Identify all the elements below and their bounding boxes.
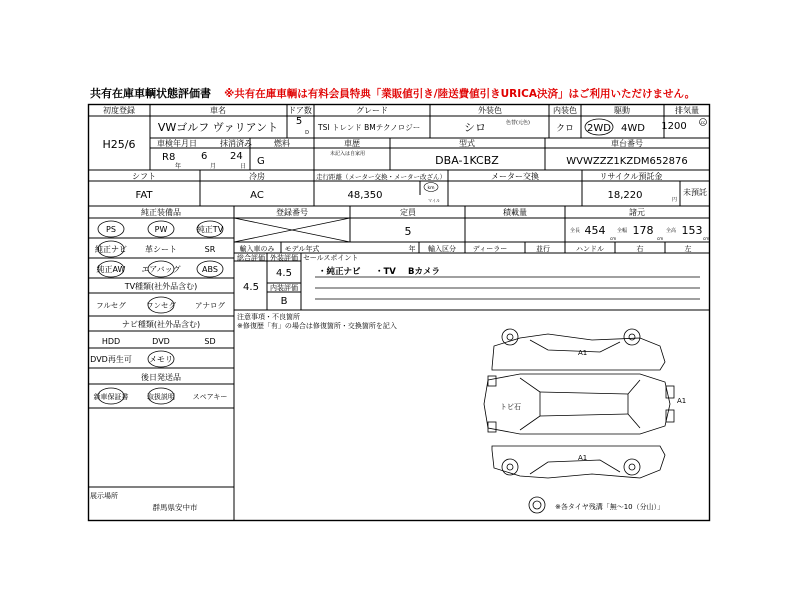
doc-spare-key: スペアキー — [192, 393, 228, 401]
navi-sd: SD — [204, 337, 216, 346]
sales-points — [318, 266, 440, 277]
equip-airbag: エアバッグ — [141, 265, 181, 274]
drive-2wd: 2WD — [587, 123, 611, 134]
height-unit: cm — [703, 236, 710, 241]
height-label: 全高 — [666, 228, 677, 234]
fuel-value: G — [257, 156, 265, 167]
ext-color-label: 外装色 — [478, 106, 502, 115]
parallel-label: 並行 — [536, 245, 550, 253]
interior-value: B — [280, 296, 288, 307]
inspection-label: 車検年月日 — [157, 139, 197, 148]
navi-dvd-play: DVD再生可 — [90, 355, 132, 364]
equip-ps: PS — [106, 225, 116, 234]
dealer-label: ディーラー — [472, 245, 508, 253]
recycle-label: リサイクル預託金 — [599, 172, 663, 181]
form-title: 共有在庫車輌状態評価書 — [90, 87, 211, 100]
equipment-items — [95, 224, 224, 274]
inspection-month: 6 — [201, 151, 208, 162]
recycle-unit: 円 — [672, 197, 678, 203]
sales-point-camera: Bカメラ — [408, 267, 440, 277]
display-value: 群馬県安中市 — [152, 503, 198, 512]
width-unit: cm — [657, 236, 664, 241]
displacement-unit: cc — [700, 120, 706, 125]
overall-label: 総合評価 — [237, 254, 265, 262]
recycle-value: 18,220 — [607, 190, 643, 201]
damage-marks — [500, 349, 686, 462]
type-label: 型式 — [459, 139, 475, 148]
interior-label: 内装評価 — [270, 284, 298, 292]
capacity-label: 定員 — [400, 208, 416, 217]
equip-tv: 純正TV — [196, 225, 224, 234]
ext-color-value: シロ — [464, 121, 486, 134]
import-only-label: 輸入車のみ — [239, 245, 275, 253]
import-type-label: 輸入区分 — [428, 245, 456, 253]
grade-value: TSI トレンド BMテクノロジー — [318, 123, 421, 132]
exterior-label: 外装評価 — [270, 254, 298, 262]
doors-unit: D — [305, 130, 309, 136]
width-value: 178 — [632, 224, 654, 237]
equip-abs: ABS — [202, 265, 218, 274]
mileage-value: 48,350 — [347, 190, 383, 201]
doors-value: 5 — [295, 116, 303, 127]
first-reg-value: H25/6 — [102, 138, 136, 151]
drive-label: 駆動 — [614, 106, 630, 115]
row1-labels — [103, 105, 699, 115]
car-name-value: VWゴルフ ヴァリアント — [157, 121, 279, 134]
tv-oneseg: ワンセグ — [146, 301, 176, 310]
length-label: 全長 — [570, 228, 581, 234]
length-unit: cm — [610, 236, 617, 241]
navi-type-label: ナビ種類(社外品含む) — [121, 320, 201, 329]
mileage-unit-km: km — [427, 186, 435, 191]
day-unit: 日 — [240, 163, 247, 170]
docs-label: 後日発送品 — [141, 373, 181, 382]
notes-title: 注意事項・不良箇所 — [237, 313, 300, 321]
displacement-value: 1200 — [661, 121, 687, 132]
mileage-unit-mile: マイル — [428, 198, 440, 203]
size-label: 諸元 — [629, 208, 645, 217]
exterior-value: 4.5 — [276, 268, 292, 279]
first-reg-label: 初度登録 — [103, 106, 135, 115]
mark-stone-chip: トビ石 — [500, 403, 521, 411]
car-name-label: 車名 — [210, 106, 226, 115]
int-color-value: クロ — [555, 124, 575, 134]
sales-point-navi: ・純正ナビ — [318, 267, 361, 277]
sales-lines — [315, 277, 700, 299]
fuel-label: 燃料 — [274, 139, 290, 148]
year-unit: 年 — [175, 163, 182, 170]
equip-aw: 純正AW — [96, 265, 126, 274]
reg-number-label: 登録番号 — [276, 208, 308, 217]
sales-point-label: セールスポイント — [303, 254, 359, 262]
month-unit: 月 — [210, 163, 217, 170]
docs-items — [94, 392, 228, 401]
model-history-note: 未記入は自家用 — [330, 151, 366, 157]
grade-label: グレード — [356, 106, 388, 115]
shift-value: FAT — [135, 190, 153, 201]
tv-fullseg: フルセグ — [96, 301, 126, 310]
overall-value: 4.5 — [243, 282, 259, 293]
notes-subtitle: ※修復歴「有」の場合は修復箇所・交換箇所を記入 — [237, 322, 397, 330]
navi-dvd: DVD — [152, 337, 170, 346]
equip-sr: SR — [204, 245, 216, 254]
member-notice: ※共有在庫車輌は有料会員特典「業販値引き/陸送費値引きURICA決済」はご利用いただけません。 — [224, 88, 696, 100]
doc-warranty: 新車保証書 — [93, 393, 129, 401]
model-year-unit: 年 — [408, 245, 416, 253]
equipment-label: 純正装備品 — [141, 208, 181, 217]
load-label: 積載量 — [503, 208, 527, 217]
handle-left: 左 — [684, 245, 692, 253]
type-value: DBA-1KCBZ — [435, 154, 499, 167]
doc-manual: 取扱説明 — [147, 393, 175, 401]
tv-type-label: TV種類(社外品含む) — [124, 282, 198, 291]
navi-items — [90, 337, 215, 364]
length-value: 454 — [584, 224, 606, 237]
mileage-label: 走行距離（メーター交換・メーター改ざん） — [316, 173, 446, 181]
erased-label: 抹消済み — [220, 139, 252, 148]
handle-right: 右 — [636, 245, 644, 253]
capacity-value: 5 — [404, 225, 412, 238]
tire-note: ※各タイヤ残溝「無～10（分山）」 — [555, 503, 665, 511]
tv-items — [96, 301, 225, 310]
display-label: 展示場所 — [90, 492, 118, 500]
equip-leather: 革シート — [145, 245, 177, 254]
ac-label: 冷房 — [249, 172, 265, 181]
width-label: 全幅 — [617, 228, 628, 234]
chassis-value: WVWZZZ1KZDM652876 — [566, 156, 688, 167]
recycle-status: 未預託 — [683, 188, 707, 197]
height-value: 153 — [681, 224, 703, 237]
registration-cross — [234, 218, 350, 242]
equip-pw: PW — [154, 225, 168, 234]
navi-hdd: HDD — [101, 337, 121, 346]
navi-memory: メモリ — [149, 355, 173, 364]
sales-point-tv: ・TV — [375, 267, 396, 277]
int-color-label: 内装色 — [553, 106, 577, 115]
tv-analog: アナログ — [195, 301, 225, 310]
mark-side-top: A1 — [578, 349, 588, 357]
inspection-day: 24 — [230, 151, 243, 162]
model-year-label: モデル年式 — [284, 245, 320, 253]
equip-navi: 純正ナビ — [95, 245, 127, 254]
chassis-label: 車台番号 — [611, 139, 643, 148]
model-history-label: 車歴 — [344, 139, 360, 148]
shift-label: シフト — [132, 172, 156, 181]
mark-rear: A1 — [677, 397, 687, 405]
doors-label: ドア数 — [288, 106, 312, 115]
inspection-year: R8 — [162, 152, 176, 163]
displacement-label: 排気量 — [675, 106, 699, 115]
handle-label: ハンドル — [576, 245, 604, 253]
drive-4wd: 4WD — [621, 123, 645, 134]
color-change-label: 色替(元色) — [506, 120, 530, 126]
ac-value: AC — [250, 190, 264, 201]
mark-side-bottom: A1 — [578, 454, 588, 462]
meter-change-label: メーター交換 — [491, 172, 539, 181]
